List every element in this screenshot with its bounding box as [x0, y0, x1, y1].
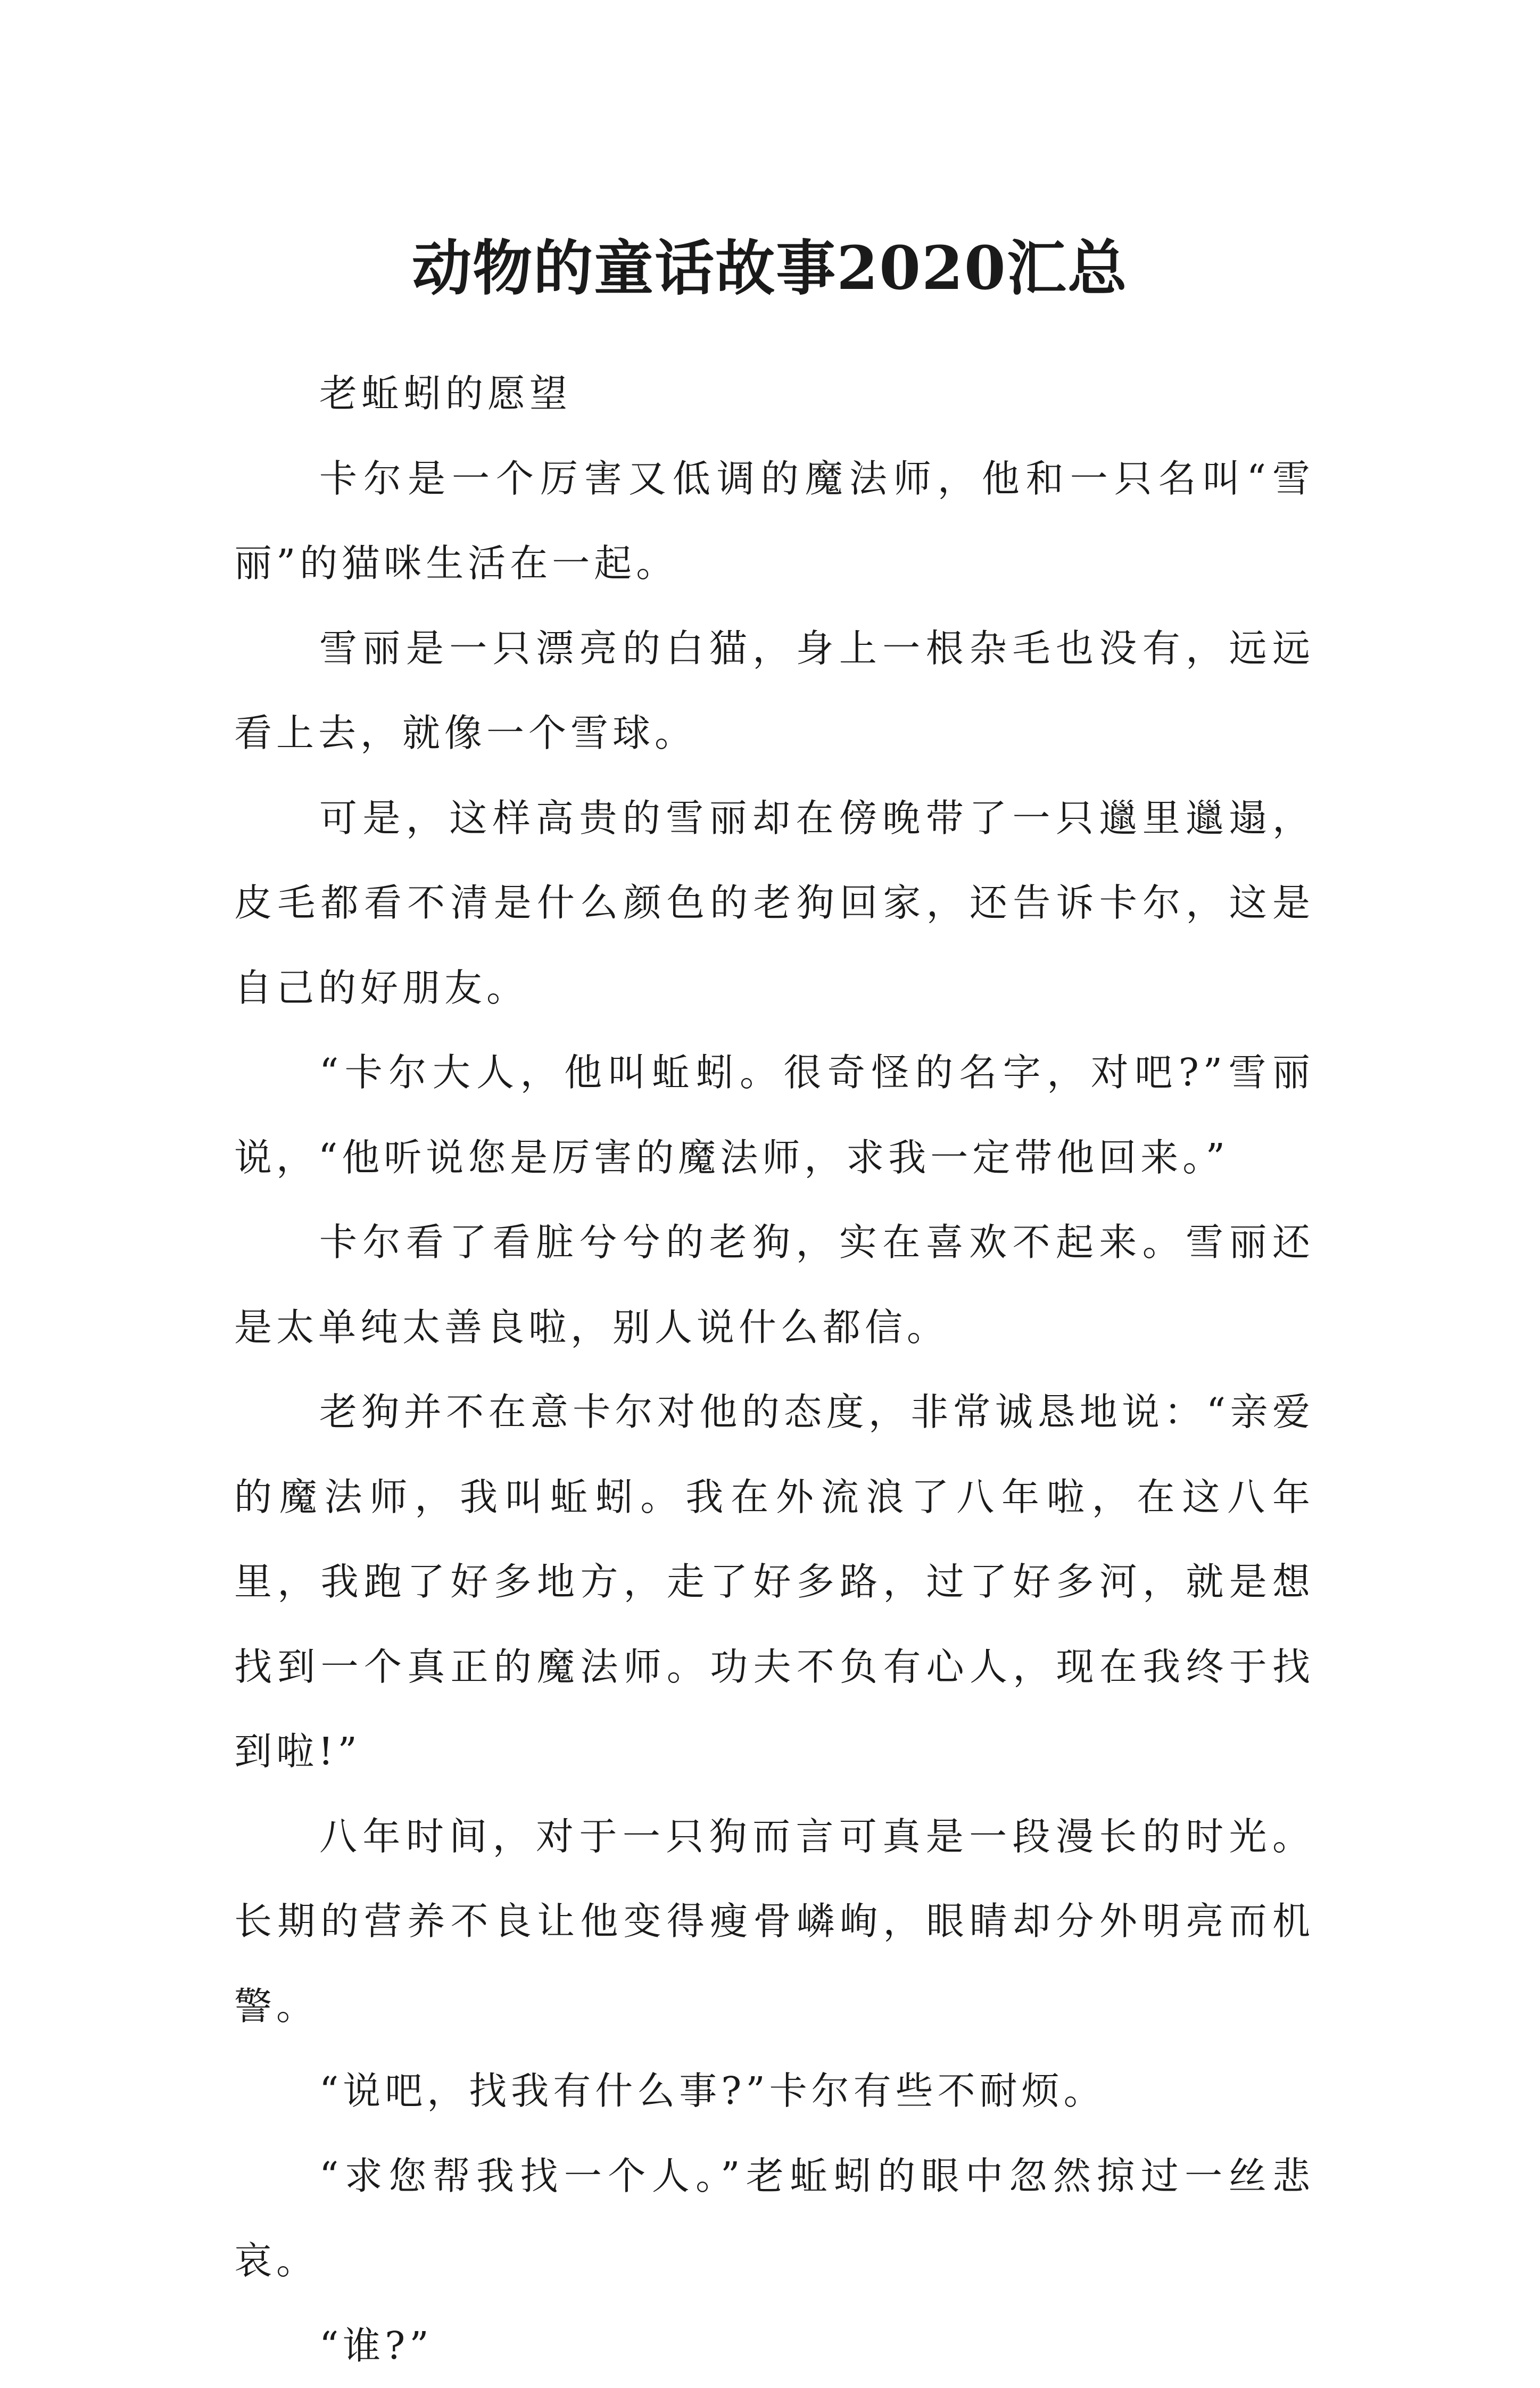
paragraph: 卡尔看了看脏兮兮的老狗，实在喜欢不起来。雪丽还是太单纯太善良啦，别人说什么都信。 — [234, 1200, 1314, 1370]
paragraph: 可是，这样高贵的雪丽却在傍晚带了一只邋里邋遢，皮毛都看不清是什么颜色的老狗回家，还告诉卡尔，这是自己的好朋友。 — [234, 776, 1314, 1031]
paragraph: “求您帮我找一个人。”老蚯蚓的眼中忽然掠过一丝悲哀。 — [234, 2134, 1314, 2303]
paragraph: 卡尔是一个厉害又低调的魔法师，他和一只名叫“雪丽”的猫咪生活在一起。 — [234, 436, 1314, 606]
paragraph: “卡尔大人，他叫蚯蚓。很奇怪的名字，对吧?”雪丽说，“他听说您是厉害的魔法师，求我一定带他回来。” — [234, 1030, 1314, 1200]
paragraph: “谁?” — [234, 2303, 1314, 2388]
document-title: 动物的童话故事2020汇总 — [0, 234, 1540, 303]
document-body — [234, 351, 1314, 2388]
story-title: 老蚯蚓的愿望 — [234, 351, 1314, 436]
paragraph: 八年时间，对于一只狗而言可真是一段漫长的时光。长期的营养不良让他变得瘦骨嶙峋，眼睛却分外明亮而机警。 — [234, 1794, 1314, 2049]
paragraph: 老狗并不在意卡尔对他的态度，非常诚恳地说：“亲爱的魔法师，我叫蚯蚓。我在外流浪了八年啦，在这八年里，我跑了好多地方，走了好多路，过了好多河，就是想找到一个真正的魔法师。功夫不负有心人，现在我终于找到啦!” — [234, 1370, 1314, 1794]
paragraph: 雪丽是一只漂亮的白猫，身上一根杂毛也没有，远远看上去，就像一个雪球。 — [234, 606, 1314, 776]
paragraph: “说吧，找我有什么事?”卡尔有些不耐烦。 — [234, 2049, 1314, 2134]
